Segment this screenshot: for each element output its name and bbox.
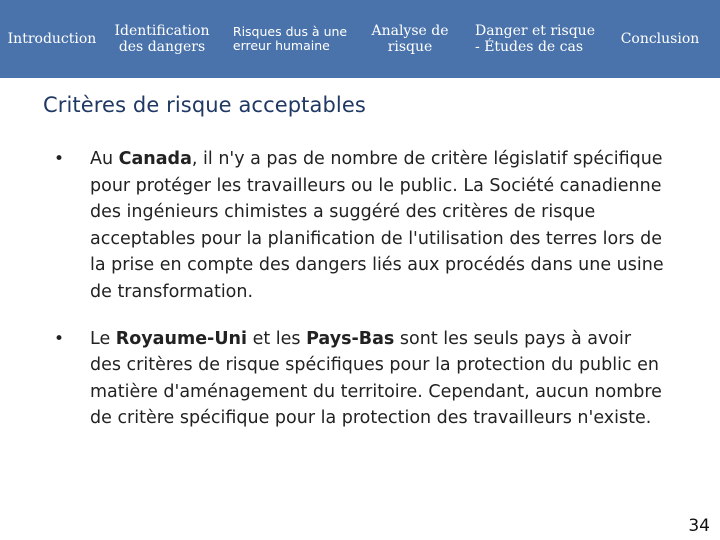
bullet-item-canada bbox=[54, 146, 666, 306]
nav-risques-label bbox=[233, 25, 347, 54]
nav-conclusion[interactable] bbox=[612, 0, 708, 78]
bullet2-mid: et les bbox=[247, 328, 307, 349]
nav-identification-line2: des dangers bbox=[118, 39, 206, 55]
bullet-item-royaume-uni bbox=[54, 326, 666, 432]
bullet-marker: • bbox=[54, 149, 65, 169]
nav-identification-label bbox=[115, 23, 210, 55]
bullet-list bbox=[54, 146, 666, 432]
slide-title: Critères de risque acceptables bbox=[43, 93, 366, 117]
bullet-text bbox=[90, 149, 664, 302]
nav-risques-erreur-humaine[interactable] bbox=[228, 0, 352, 78]
nav-danger-line1: Danger et risque bbox=[475, 22, 595, 39]
bullet-text bbox=[90, 329, 662, 429]
nav-introduction[interactable] bbox=[4, 0, 100, 78]
section-nav-bar bbox=[0, 0, 720, 78]
bullet1-rest: , il n'y a pas de nombre de critère législatif spécifique pour protéger les travailleurs ou le public. La Société canadienne des ingénieurs chimistes a suggéré des critères de risque acceptables pour la planification de l'utilisation des terres lors de la prise en compte des dangers liés aux procédés dans une usine de transformation. bbox=[90, 149, 664, 302]
nav-identification-des-dangers[interactable] bbox=[108, 0, 216, 78]
bullet2-pre: Le bbox=[90, 328, 116, 349]
nav-danger-et-risque[interactable] bbox=[472, 0, 598, 78]
bullet2-bold-pays-bas: Pays-Bas bbox=[306, 328, 395, 349]
bullet-marker: • bbox=[54, 328, 65, 349]
bullet2-rest: sont les seuls pays à avoir des critères de risque spécifiques pour la protection du public en matière d'aménagement du territoire. Cependant, aucun nombre de critère spécifique pour la protection des travailleurs n'existe. bbox=[90, 328, 662, 429]
nav-analyse-label bbox=[371, 23, 448, 55]
nav-risques-line1: Risques dus à une bbox=[232, 23, 348, 39]
nav-identification-line1: Identification bbox=[114, 22, 210, 39]
bullet1-bold-canada: Canada bbox=[118, 149, 192, 169]
nav-analyse-line1: Analyse de bbox=[371, 22, 449, 39]
nav-introduction-label: Introduction bbox=[7, 30, 97, 47]
nav-danger-line2: - Études de cas bbox=[475, 39, 584, 55]
page-number: 34 bbox=[688, 516, 710, 536]
nav-conclusion-label: Conclusion bbox=[620, 30, 700, 47]
nav-analyse-line2: risque bbox=[387, 39, 433, 55]
nav-danger-label bbox=[475, 23, 595, 55]
bullet2-bold-royaume-uni: Royaume-Uni bbox=[115, 328, 247, 349]
nav-analyse-de-risque[interactable] bbox=[364, 0, 456, 78]
nav-risques-line2: erreur humaine bbox=[232, 38, 330, 53]
bullet1-pre: Au bbox=[90, 149, 119, 169]
